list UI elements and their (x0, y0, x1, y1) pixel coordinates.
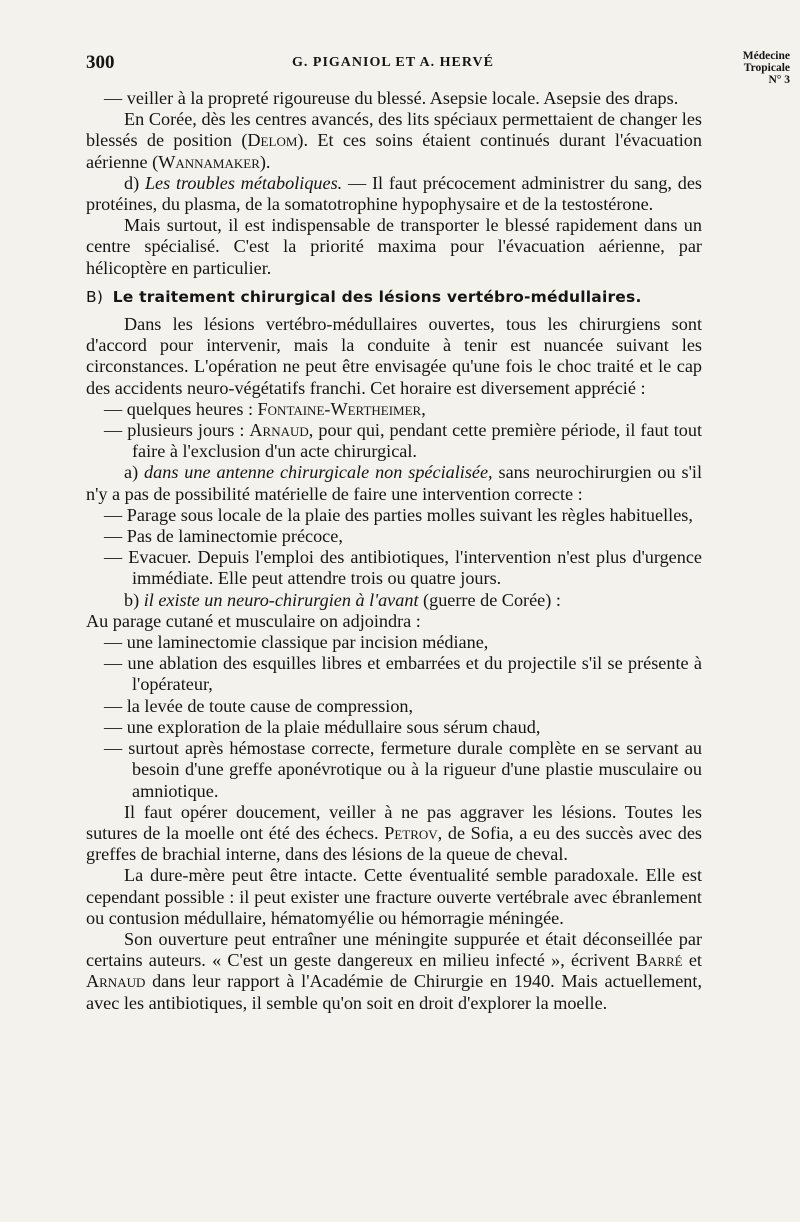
journal-tag (743, 50, 790, 86)
author-name: Petrov (384, 822, 438, 843)
author-name: Fontaine-Wertheimer (257, 398, 422, 419)
paragraph: Son ouverture peut entraîner une méningite suppurée et était déconseillée par certains auteurs. « C'est un geste dangereux en milieu infecté », écrivent Barré et Arnaud dans leur rapport à l'Académie de Chirurgie en 1940. Mais actuellement, avec les antibiotiques, il semble qu'on soit en droit d'explorer la moelle. (86, 928, 702, 1013)
author-name: Wannamaker (158, 151, 260, 172)
author-name: Arnaud (86, 971, 146, 992)
paragraph: d) Les troubles métaboliques. — Il faut précocement administrer du sang, des protéines, du plasma, de la somatotrophine hypophysaire et de la testostérone. (86, 172, 702, 215)
paragraph: Au parage cutané et musculaire on adjoindra : (86, 610, 421, 631)
list-item: — plusieurs jours : Arnaud, pour qui, pendant cette première période, il faut tout faire à l'exclusion d'un acte chirurgical. (104, 420, 703, 462)
list-item: — une laminectomie classique par incision médiane, (104, 632, 489, 653)
paragraph: En Corée, dès les centres avancés, des lits spéciaux permettaient de changer les blessés de position (Delom). Et ces soins étaient continués durant l'évacuation aérienne (Wannamaker). (86, 109, 702, 172)
journal-line: Tropicale (743, 62, 790, 74)
article-body (86, 88, 702, 1014)
list-item: — une ablation des esquilles libres et embarrées et du projectile s'il se présente à l'opérateur, (104, 653, 702, 695)
author-name: Arnaud (249, 420, 309, 441)
paragraph: La dure-mère peut être intacte. Cette éventualité semble paradoxale. Elle est cependant possible : il peut exister une fracture ouverte vertébrale avec ébranlement ou contusion médullaire, hématomyélie ou hémorragie méningée. (86, 865, 702, 928)
paragraph: Il faut opérer doucement, veiller à ne pas aggraver les lésions. Toutes les sutures de la moelle ont été des échecs. Petrov, de Sofia, a eu des succès avec des greffes de brachial interne, dans des lésions de la queue de cheval. (86, 801, 703, 865)
journal-line: N° 3 (768, 74, 790, 86)
paragraph: — veiller à la propreté rigoureuse du blessé. Asepsie locale. Asepsie des draps. (104, 88, 679, 108)
list-item: — quelques heures : Fontaine-Wertheimer, (104, 398, 426, 419)
list-item: — Parage sous locale de la plaie des parties molles suivant les règles habituelles, (104, 504, 693, 525)
paragraph: a) dans une antenne chirurgicale non spécialisée, sans neurochirurgien ou s'il n'y a pas de possibilité matérielle de faire une intervention correcte : (86, 462, 703, 504)
author-name: Delom (247, 130, 298, 151)
page-header (86, 52, 800, 92)
author-name: Barré (635, 950, 683, 971)
paragraph: b) il existe un neuro-chirurgien à l'avant (guerre de Corée) : (124, 589, 561, 610)
list-item: — une exploration de la plaie médullaire sous sérum chaud, (104, 716, 541, 737)
paragraph: Mais surtout, il est indispensable de transporter le blessé rapidement dans un centre spécialisé. C'est la priorité maxima pour l'évacuation aérienne, par hélicoptère en particulier. (86, 215, 702, 278)
paragraph: Dans les lésions vertébro-médullaires ouvertes, tous les chirurgiens sont d'accord pour intervenir, mais la conduite à tenir est nuancée suivant les circonstances. L'opération ne peut être envisagée qu'une fois le choc traité et le cap des accidents neuro-végétatifs franchi. Cet horaire est diversement apprécié : (86, 314, 702, 398)
running-head: G. PIGANIOL ET A. HERVÉ (292, 55, 494, 70)
page-number: 300 (86, 52, 115, 73)
list-item: — la levée de toute cause de compression, (104, 695, 414, 716)
list-item: — surtout après hémostase correcte, fermeture durale complète en se servant au besoin d'une greffe aponévrotique ou à la rigueur d'une plastie musculaire ou amniotique. (104, 738, 702, 801)
subheading: il existe un neuro-chirurgien à l'avant (143, 589, 419, 610)
subheading: Les troubles métaboliques. (144, 172, 343, 193)
list-item: — Evacuer. Depuis l'emploi des antibiotiques, l'intervention n'est plus d'urgence immédiate. Elle peut attendre trois ou quatre jours. (104, 547, 702, 589)
section-heading: B) Le traitement chirurgical des lésions vertébro-médullaires. (86, 287, 642, 306)
list-item: — Pas de laminectomie précoce, (104, 526, 343, 547)
journal-line: Médecine (742, 50, 790, 62)
subheading: dans une antenne chirurgicale non spécialisée, (144, 462, 493, 483)
